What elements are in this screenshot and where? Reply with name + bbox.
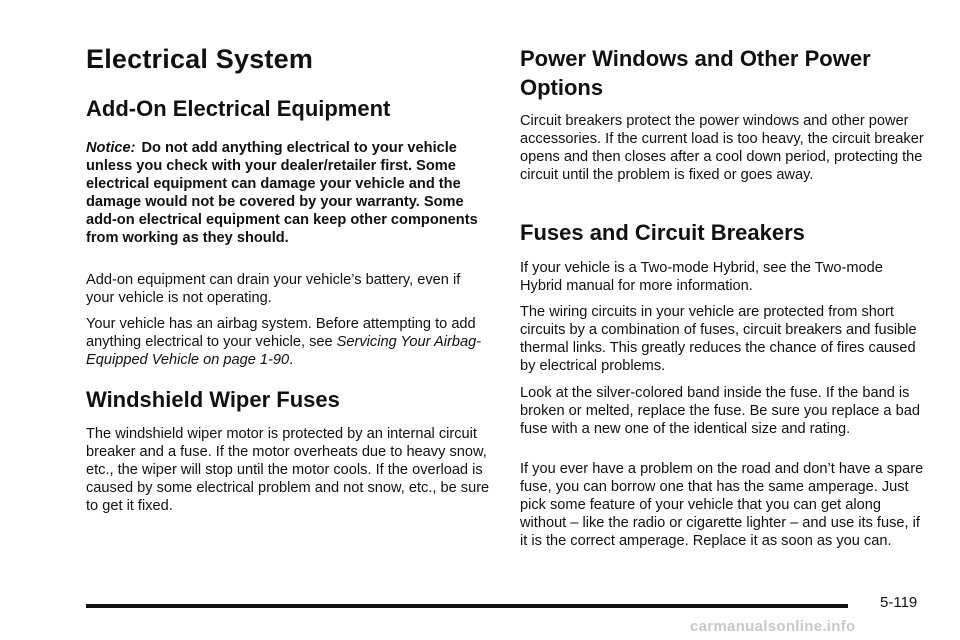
- watermark: carmanualsonline.info: [690, 618, 856, 635]
- silver-band-paragraph: Look at the silver-colored band inside the fuse. If the band is broken or melted, replace the fuse. Be sure you replace a bad fuse with a new one of the identical size and rating.: [520, 385, 920, 437]
- power-heading: Power Windows and Other Power Options: [520, 46, 871, 100]
- drain-paragraph: Add-on equipment can drain your vehicle’s battery, even if your vehicle is not operating.: [86, 272, 461, 306]
- notice-paragraph: [86, 139, 492, 247]
- wiper-paragraph: The windshield wiper motor is protected by an internal circuit breaker and a fuse. If the motor overheats due to heavy snow, etc., the wiper will stop until the motor cools. If the overload is caused by some electrical problem and not snow, etc., be sure to get it fixed.: [86, 426, 490, 514]
- spare-fuse-paragraph: If you ever have a problem on the road and don’t have a spare fuse, you can borrow one that has the same amperage. Just pick some feature of your vehicle that you can get along without – like the radio or cigarette lighter – and use its fuse, if it is the correct amperage. Replace it as soon as you can.: [520, 461, 924, 549]
- wiring-paragraph: The wiring circuits in your vehicle are protected from short circuits by a combination of fuses, circuit breakers and fusible thermal links. This greatly reduces the chance of fires caused by electrical problems.: [520, 304, 917, 374]
- fuses-heading: Fuses and Circuit Breakers: [520, 220, 805, 245]
- airbag-reference-link[interactable]: Servicing Your Airbag-Equipped Vehicle on page 1-90: [86, 334, 482, 368]
- notice-text: Do not add anything electrical to your vehicle unless you check with your dealer/retailer first. Some electrical equipment can damage your vehicle and the damage would not be covered by your warranty. Some add-on electrical equipment can keep other components from working as they should.: [86, 140, 478, 246]
- airbag-paragraph: [86, 315, 492, 369]
- page-number: 5-119: [880, 594, 918, 611]
- footer-rule: [86, 604, 848, 608]
- airbag-end: .: [289, 352, 294, 368]
- addon-heading: Add-On Electrical Equipment: [86, 96, 391, 121]
- page-title: Electrical System: [86, 44, 314, 74]
- hybrid-paragraph: If your vehicle is a Two-mode Hybrid, see the Two-mode Hybrid manual for more information.: [520, 260, 883, 294]
- airbag-text: Your vehicle has an airbag system. Before attempting to add anything electrical to your vehicle, see: [86, 316, 476, 350]
- notice-label: Notice:: [86, 140, 136, 156]
- power-paragraph: Circuit breakers protect the power windows and other power accessories. If the current load is too heavy, the circuit breaker opens and then closes after a cool down period, protecting the circuit until the problem is fixed or goes away.: [520, 113, 924, 183]
- wiper-heading: Windshield Wiper Fuses: [86, 387, 340, 412]
